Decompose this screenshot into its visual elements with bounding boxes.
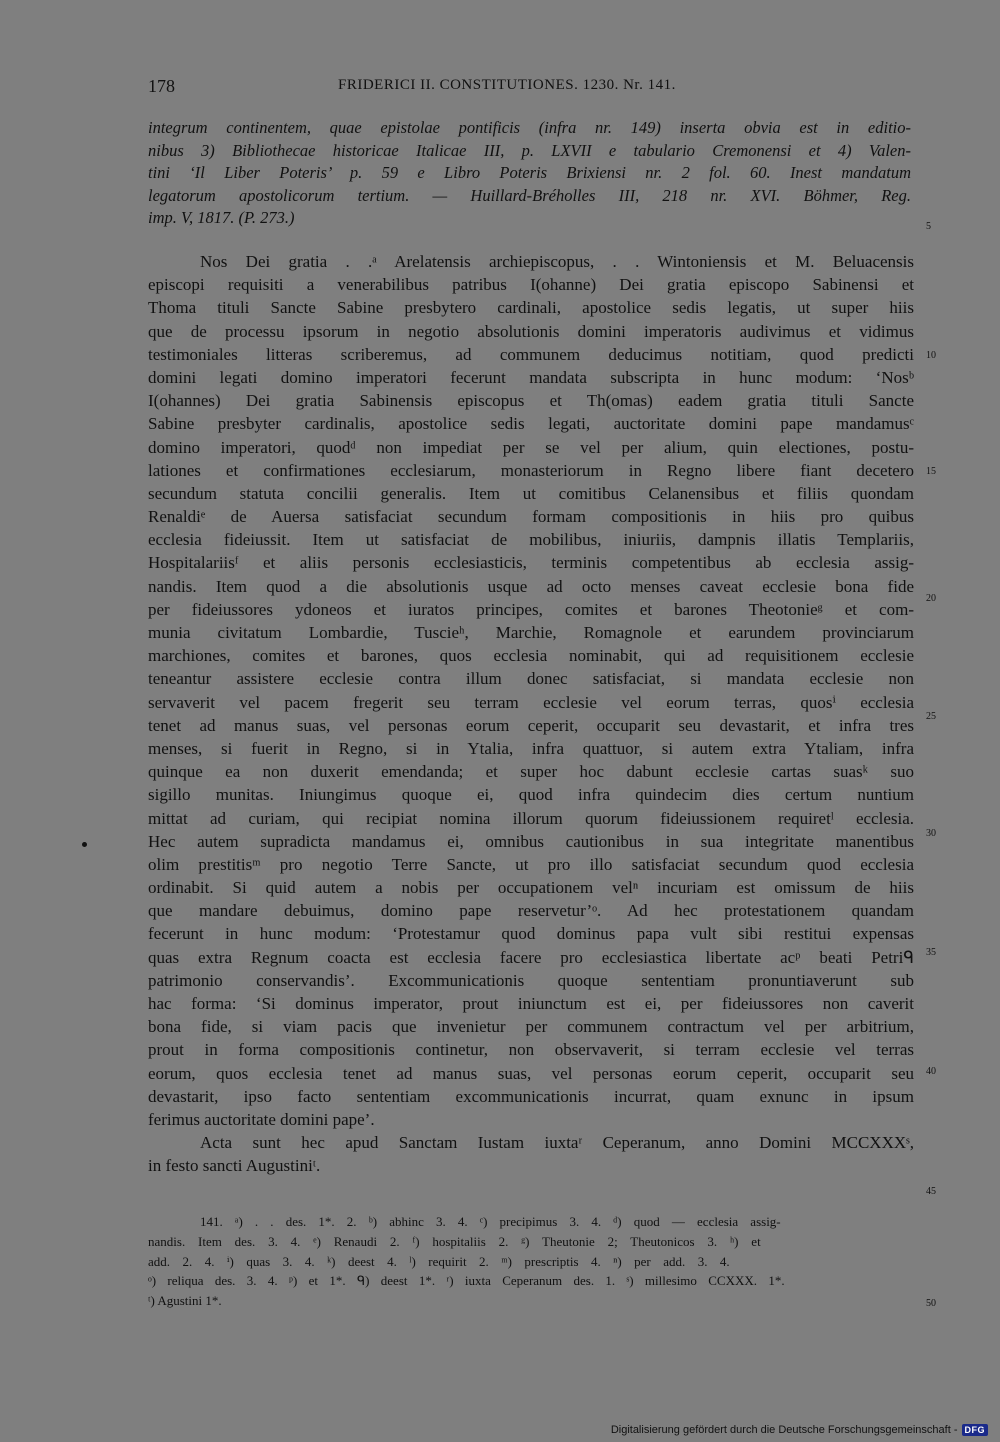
digitization-footer xyxy=(611,1424,988,1436)
running-title: FRIDERICI II. CONSTITUTIONES. 1230. Nr. 141. xyxy=(338,77,676,93)
intro-paragraph xyxy=(148,118,911,231)
margin-mark xyxy=(82,842,87,847)
text-line: legatorum apostolicorum tertium. — Huillard-Bréholles III, 218 nr. XVI. Böhmer, Reg. xyxy=(148,185,911,205)
text-line: ecclesia fideiussit. Item ut satisfaciat de mobilibus, iniuriis, dampnis illatis Templariis, xyxy=(148,530,914,550)
text-line: tini ‘Il Liber Poteris’ p. 59 e Libro Poteris Brixiensi nr. 2 fol. 60. Inest mandatum xyxy=(148,163,911,182)
text-line: devastarit, ipso facto sententiam excommunicationis incurrat, quam exnunc in ipsum xyxy=(148,1086,914,1106)
text-line: integrum continentem, quae epistolae pontificis (infra nr. 149) inserta obvia est in editio- xyxy=(148,118,911,137)
text-line: per fideiussores ydoneos et iuratos principes, comites et barones Theotonieᵍ et com- xyxy=(148,599,914,619)
text-line: Hospitalariisᶠ et aliis personis ecclesiasticis, terminis competentibus ab ecclesia assig- xyxy=(148,553,914,573)
line-number: 20 xyxy=(926,593,936,604)
line-number: 15 xyxy=(926,466,936,477)
text-line: ᵒ) reliqua des. 3. 4. ᵖ) et 1*. ᑫ) deest 1*. ʳ) iuxta Ceperanum des. 1. ˢ) millesimo CCXXX. 1*. xyxy=(148,1273,785,1289)
text-line: teneantur assistere ecclesie contra illum donec satisfaciat, si mandata ecclesie non xyxy=(148,669,914,689)
text-line: in festo sancti Augustiniᵗ. xyxy=(148,1156,321,1176)
text-line: munia civitatum Lombardie, Tuscieʰ, Marchie, Romagnole et earundem provinciarum xyxy=(148,623,914,642)
line-number: 45 xyxy=(926,1186,936,1197)
text-line: bona fide, si viam pacis que invenietur per communem contractum vel per arbitrium, xyxy=(148,1017,914,1037)
line-number: 50 xyxy=(926,1298,936,1309)
text-line: tenet ad manus suas, vel personas eorum ceperit, occuparit seu devastarit, et infra tres xyxy=(148,715,914,735)
text-line: eorum, quos ecclesia tenet ad manus suas, vel personas eorum ceperit, occuparit seu xyxy=(148,1063,914,1083)
line-number: 25 xyxy=(926,711,936,722)
text-line: Renaldiᵉ de Auersa satisfaciat secundum formam compositionis in hiis pro quibus xyxy=(148,507,914,527)
text-line: Acta sunt hec apud Sanctam Iustam iuxtaʳ Ceperanum, anno Domini MCCXXXˢ, xyxy=(200,1133,914,1153)
footnotes xyxy=(148,1214,914,1313)
text-line: prout in forma compositionis continetur, non observaverit, si terram ecclesie vel terras xyxy=(148,1040,914,1060)
text-line: 141. ᵃ) . . des. 1*. 2. ᵇ) abhinc 3. 4. ᶜ) precipimus 3. 4. ᵈ) quod — ecclesia assig- xyxy=(200,1214,781,1229)
footer-text: Digitalisierung gefördert durch die Deutsche Forschungsgemeinschaft - xyxy=(610,1424,958,1436)
text-line: sigillo munitas. Iniungimus quoque ei, quod infra quindecim dies certum nuntium xyxy=(148,785,914,805)
text-line: I(ohannes) Dei gratia Sabinensis episcopus et Th(omas) eadem gratia tituli Sancte xyxy=(148,391,914,411)
text-line: add. 2. 4. ⁱ) quas 3. 4. ᵏ) deest 4. ˡ) requirit 2. ᵐ) prescriptis 4. ⁿ) per add. 3. 4. xyxy=(148,1253,730,1269)
text-line: quinque ea non duxerit emendanda; et super hoc dabunt ecclesie cartas suasᵏ suo xyxy=(148,762,914,782)
text-line: Hec autem supradicta mandamus ei, omnibus cautionibus in sua integritate manentibus xyxy=(148,831,914,851)
text-line: imp. V, 1817. (P. 273.) xyxy=(148,208,295,227)
text-line: testimoniales litteras scriberemus, ad communem deducimus notitiam, quod predicti xyxy=(148,344,914,364)
text-line: Thoma tituli Sancte Sabine presbytero cardinali, apostolice sedis legatis, ut super hiis xyxy=(148,298,914,318)
text-line: marchiones, comites et barones, quos ecclesia nominabit, qui ad requisitionem ecclesie xyxy=(148,646,914,666)
line-number: 30 xyxy=(926,828,936,839)
page-number: 178 xyxy=(148,76,175,96)
text-line: lationes et confirmationes ecclesiarum, monasteriorum in Regno libere fiant decetero xyxy=(148,460,914,480)
line-number: 40 xyxy=(926,1066,936,1077)
text-line: secundum statuta concilii generalis. Item ut comitibus Celanensibus et filiis quondam xyxy=(148,483,914,503)
text-line: nibus 3) Bibliothecae historicae Italicae III, p. LXVII e tabulario Cremonensi et 4) Valen- xyxy=(148,140,911,160)
text-line: patrimonio conservandis’. Excommunicationis quoque sententiam pronuntiaverunt sub xyxy=(148,970,914,990)
text-line: ᵗ) Agustini 1*. xyxy=(148,1293,222,1309)
text-line: domini legati domino imperatori fecerunt mandata subscripta in hunc modum: ‘Nosᵇ xyxy=(148,367,914,387)
text-line: que mandare debuimus, domino pape reservetur’ᵒ. Ad hec protestationem quandam xyxy=(148,901,914,921)
text-line: episcopi requisiti a venerabilibus patribus I(ohanne) Dei gratia episcopo Sabinensi et xyxy=(148,275,914,295)
text-line: nandis. Item quod a die absolutionis usque ad octo menses caveat ecclesie bona fide xyxy=(148,576,914,596)
line-number: 5 xyxy=(926,221,931,232)
line-number: 10 xyxy=(926,350,936,361)
text-line: nandis. Item des. 3. 4. ᵉ) Renaudi 2. ᶠ) hospitaliis 2. ᵍ) Theutonie 2; Theutonicos 3. ʰ) et xyxy=(148,1233,761,1249)
text-line: servaverit vel pacem fregerit seu terram ecclesie vel eorum terras, quosⁱ ecclesia xyxy=(148,692,914,712)
text-line: hac forma: ‘Si dominus imperator, prout iniunctum est ei, per fideiussores non caverit xyxy=(148,994,914,1013)
text-line: Nos Dei gratia . .ᵃ Arelatensis archiepiscopus, . . Wintoniensis et M. Beluacensis xyxy=(200,252,914,271)
text-line: quas extra Regnum coacta est ecclesia facere pro ecclesiastica libertate acᵖ beati Petriᑫ xyxy=(148,947,914,967)
text-line: fecerunt in hunc modum: ‘Protestamur quod dominus papa vult sibi restitui expensas xyxy=(148,924,914,944)
text-line: ferimus auctoritate domini pape’. xyxy=(148,1109,375,1129)
text-line: Sabine presbyter cardinalis, apostolice sedis legati, auctoritate domini pape mandamusᶜ xyxy=(148,414,914,434)
line-number: 35 xyxy=(926,947,936,958)
body-text xyxy=(148,252,914,1180)
text-line: olim prestitisᵐ pro negotio Terre Sancte, ut pro illo satisfaciat secundum quod ecclesia xyxy=(148,854,914,874)
text-line: domino imperatori, quodᵈ non impediat per se vel per alium, quin electiones, postu- xyxy=(148,437,914,457)
text-line: menses, si fuerit in Regno, si in Ytalia, infra quattuor, si autem extra Ytaliam, infra xyxy=(148,738,914,758)
page-header xyxy=(148,76,918,102)
text-line: mittat ad curiam, qui recipiat nomina illorum quorum fideiussionem requiretˡ ecclesia. xyxy=(148,808,914,828)
dfg-logo: DFG xyxy=(962,1424,989,1436)
text-line: ordinabit. Si quid autem a nobis per occupationem velⁿ incuriam est omissum de hiis xyxy=(148,878,914,898)
text-line: que de processu ipsorum in negotio absolutionis domini imperatoris audivimus et vidimus xyxy=(148,321,914,341)
